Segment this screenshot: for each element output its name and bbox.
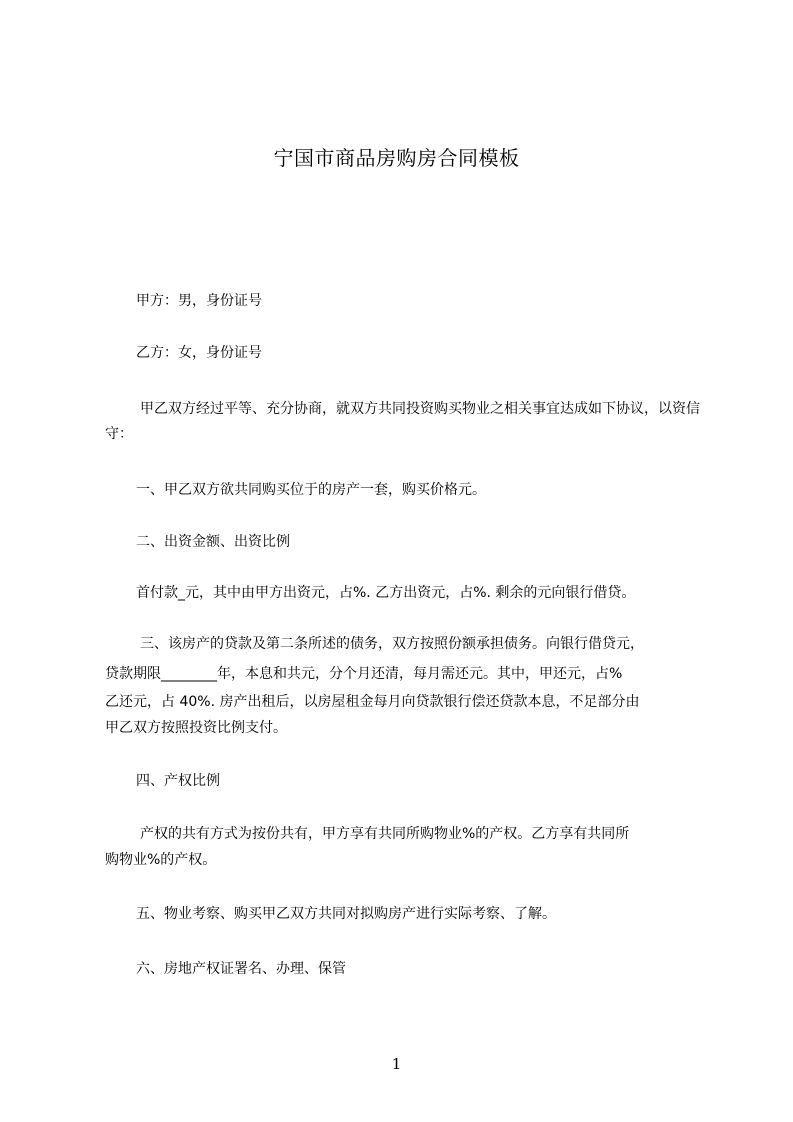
intro-paragraph: 甲乙双方经过平等、充分协商，就双方共同投资购买物业之相关事宜达成如下协议，以资信守：	[105, 401, 700, 442]
clause-4-heading: 四、产权比例	[136, 773, 220, 789]
clause-3-line-2: 贷款期限________年，本息和共元，分个月还清，每月需还元。其中，甲还元，占%	[105, 666, 623, 682]
clause-6-heading: 六、房地产权证署名、办理、保管	[136, 961, 346, 977]
page-number: 1	[391, 1055, 402, 1073]
clause-3-line-4: 甲乙双方按照投资比例支付。	[105, 720, 287, 736]
clause-3-line-1: 三、该房产的贷款及第二条所述的债务，双方按照份额承担债务。向银行借贷元，	[140, 636, 644, 652]
clause-1: 一、甲乙双方欲共同购买位于的房产一套，购买价格元。	[136, 482, 486, 498]
clause-2-body: 首付款_元，其中由甲方出资元，占%. 乙方出资元，占%. 剩余的元向银行借贷。	[136, 585, 636, 601]
clause-4-line-2: 购物业%的产权。	[105, 852, 217, 868]
party-b-line: 乙方：女，身份证号	[136, 345, 262, 361]
clause-5: 五、物业考察、购买甲乙双方共同对拟购房产进行实际考察、了解。	[136, 906, 556, 922]
clause-3-line-3: 乙还元，占 40%. 房产出租后，以房屋租金每月向贷款银行偿还贷款本息，不足部分由	[105, 694, 640, 710]
clause-2-heading: 二、出资金额、出资比例	[136, 534, 290, 550]
document-title: 宁国市商品房购房合同模板	[273, 146, 520, 170]
party-a-line: 甲方：男，身份证号	[136, 293, 262, 309]
clause-4-line-1: 产权的共有方式为按份共有，甲方享有共同所购物业%的产权。乙方享有共同所	[140, 826, 630, 842]
